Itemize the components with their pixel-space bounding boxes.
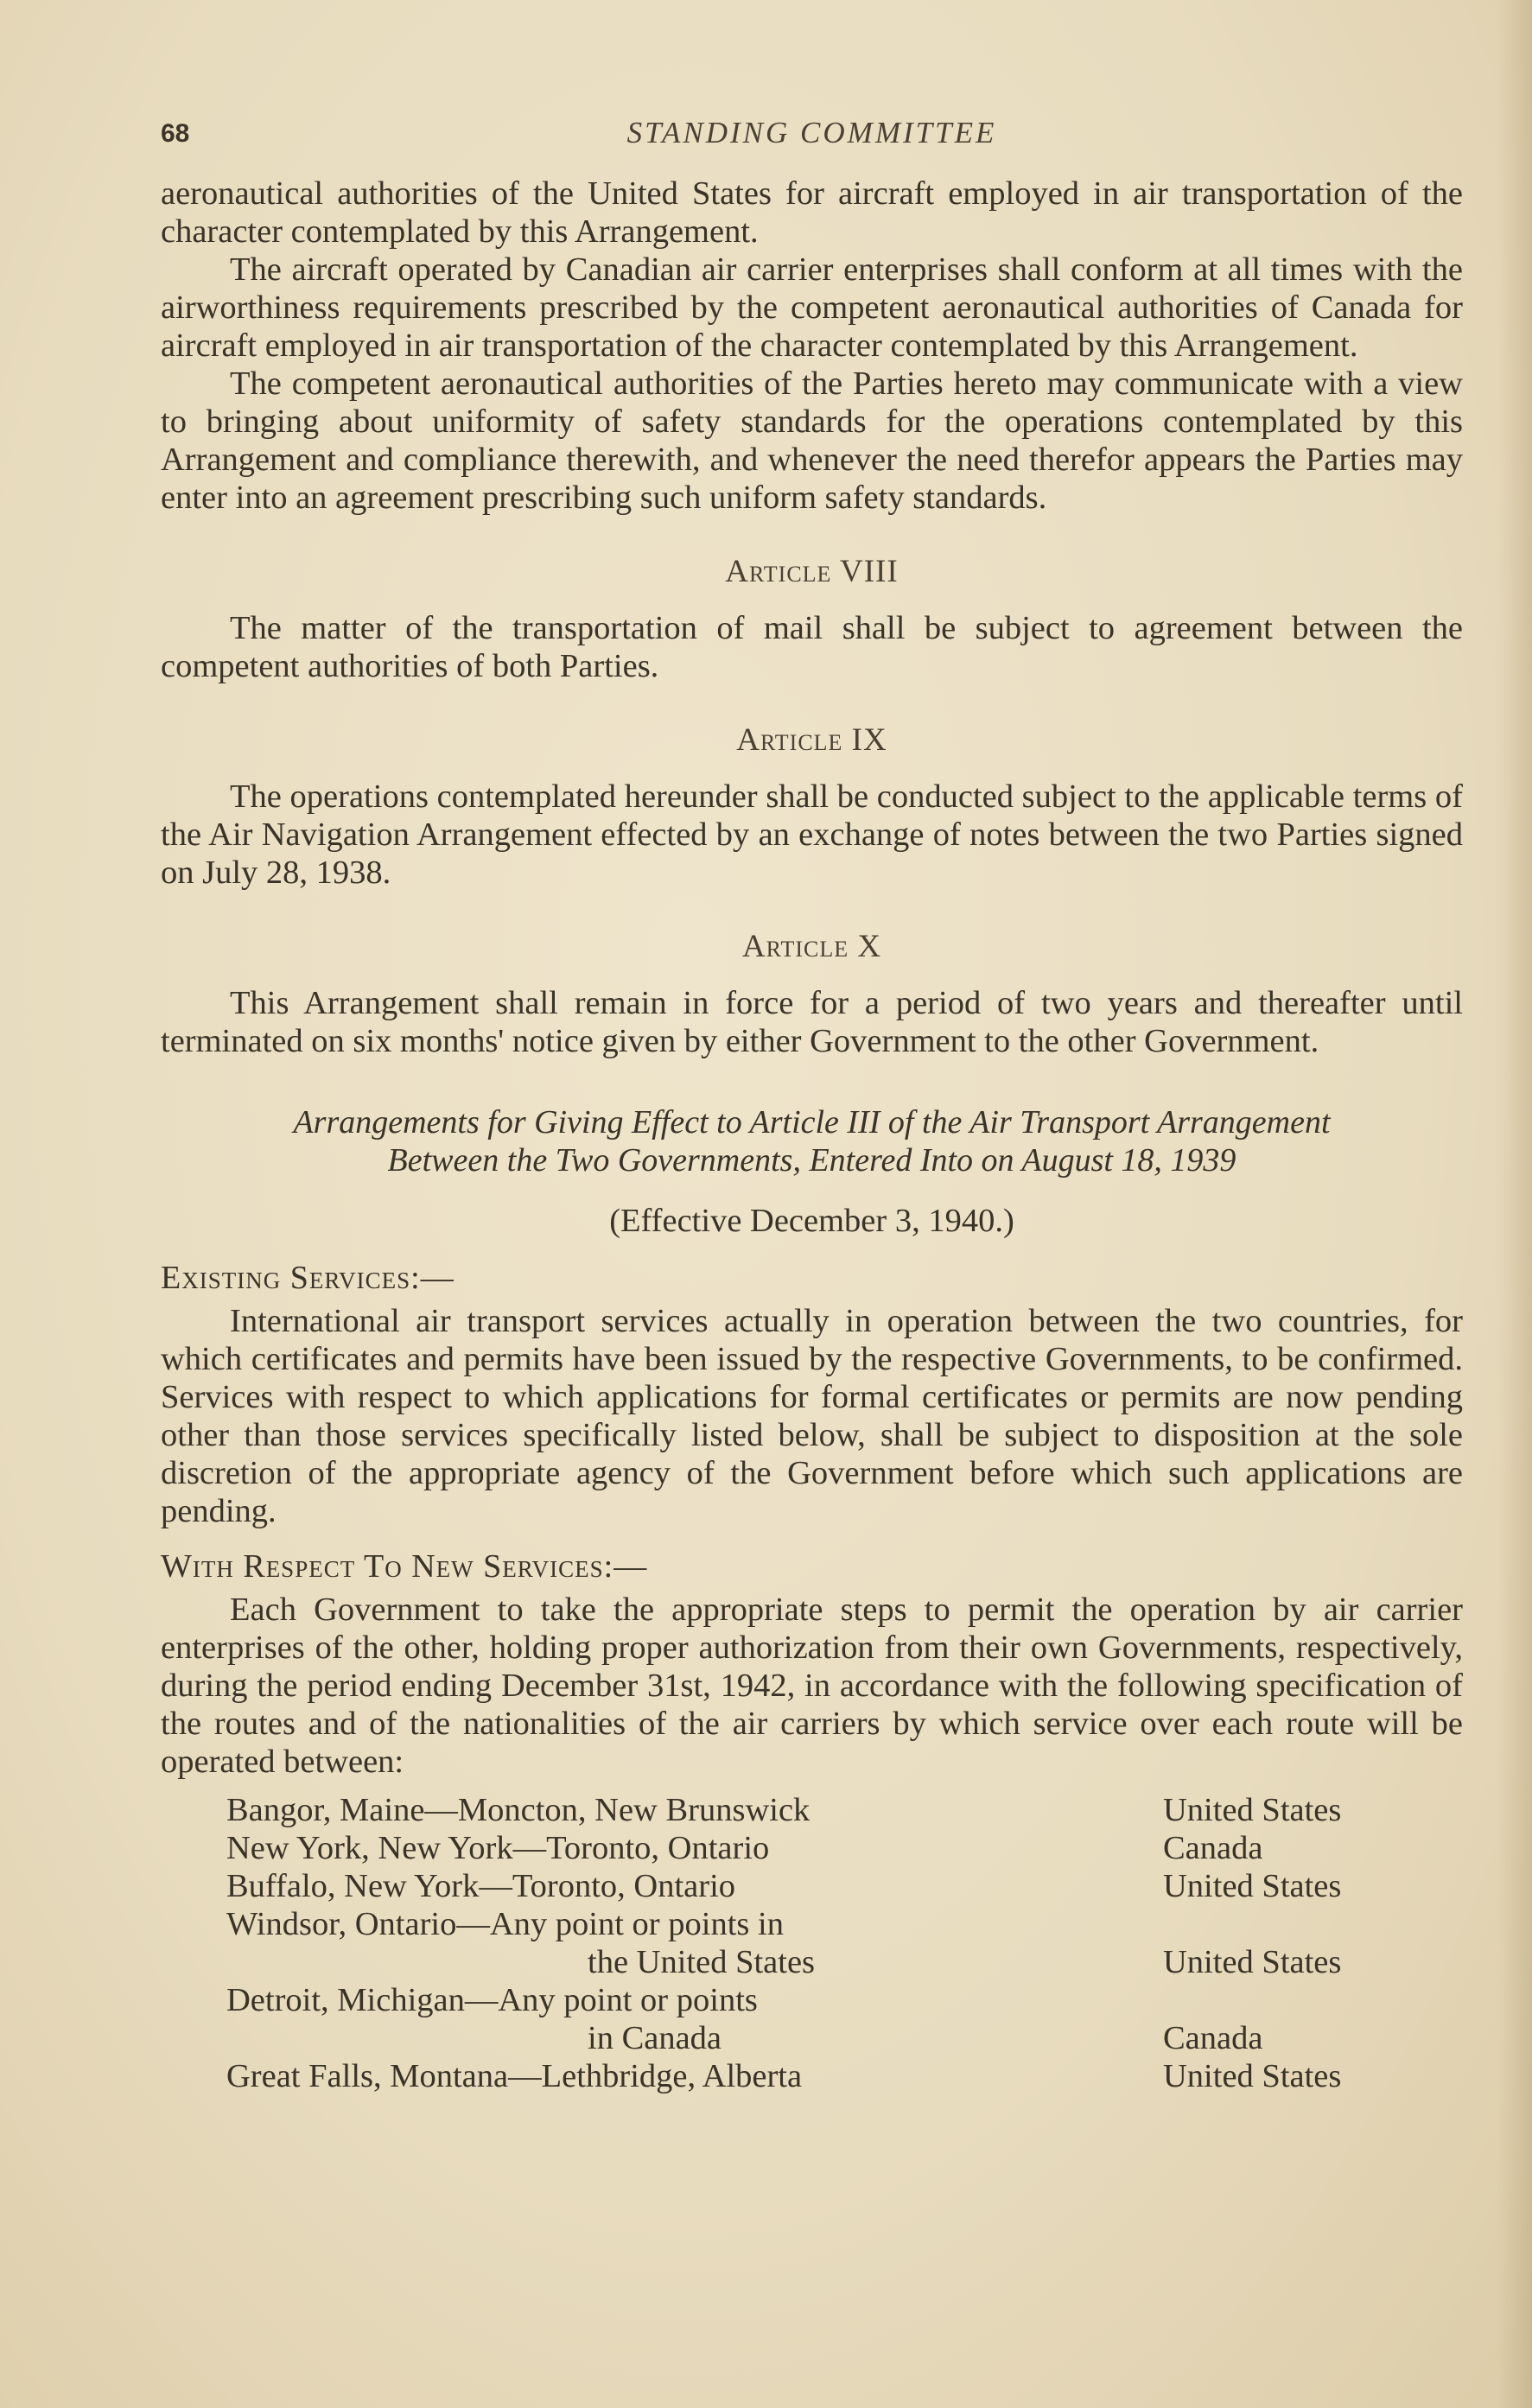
route-name: Bangor, Maine—Moncton, New Brunswick — [226, 1792, 810, 1828]
route-row — [226, 2057, 1463, 2095]
existing-services-text: International air transport services actually in operation between the two countries, for which certificates and permits have been issued by the respective Governments, to be confirmed. Services with respect to which applications for formal certificates or permits are now pending other than those services specifically listed below, shall be subject to disposition at the sole discretion of the appropriate agency of the Government before which such applications are pending. — [161, 1303, 1463, 1529]
article-8-heading: Article VIII — [725, 554, 899, 589]
route-name: Windsor, Ontario—Any point or points in — [226, 1906, 784, 1942]
route-continuation: the United States — [588, 1944, 816, 1980]
route-name: Buffalo, New York—Toronto, Ontario — [226, 1868, 736, 1904]
route-nationality: United States — [1163, 1792, 1342, 1828]
route-name: Great Falls, Montana—Lethbridge, Alberta — [226, 2058, 803, 2094]
route-name: New York, New York—Toronto, Ontario — [226, 1830, 770, 1866]
arrangements-title-line-1: Arrangements for Giving Effect to Article III of the Air Transport Arrangement — [293, 1104, 1331, 1140]
route-row-continuation — [226, 2019, 1463, 2057]
route-nationality: United States — [1163, 2058, 1342, 2094]
route-row — [226, 1791, 1463, 1829]
article-10-heading: Article X — [741, 929, 882, 964]
route-name: Detroit, Michigan—Any point or points — [226, 1982, 758, 2018]
paragraph-continued: aeronautical authorities of the United States for aircraft employed in air transportation of the character contemplated by this Arrangement. — [161, 175, 1463, 250]
page-edge-shadow — [1497, 0, 1532, 2408]
route-nationality: Canada — [1163, 1830, 1263, 1866]
new-services-heading: With Respect To New Services:— — [161, 1548, 648, 1585]
page-header — [161, 111, 1463, 162]
route-row — [226, 1981, 1463, 2019]
routes-list — [226, 1791, 1463, 2095]
new-services-text: Each Government to take the appropriate steps to permit the operation by air carrier enterprises of the other, holding proper authorization from their own Governments, respectively, during the period ending December 31st, 1942, in accordance with the following specification of the routes and of the nationalities of the air carriers by which service over each route will be operated between: — [161, 1592, 1463, 1780]
route-row-continuation — [226, 1943, 1463, 1981]
route-nationality: United States — [1163, 1868, 1342, 1904]
route-row — [226, 1905, 1463, 1943]
route-row — [226, 1867, 1463, 1905]
article-9-text: The operations contemplated hereunder shall be conducted subject to the applicable terms of the Air Navigation Arrangement effected by an exchange of notes between the two Parties signed on July 28, 1938. — [161, 778, 1463, 891]
article-9-heading: Article IX — [736, 722, 887, 758]
running-title: STANDING COMMITTEE — [626, 116, 997, 149]
article-10-text: This Arrangement shall remain in force for a period of two years and thereafter until terminated on six months' notice given by either Government to the other Government. — [161, 985, 1463, 1059]
page-number: 68 — [161, 119, 190, 148]
route-continuation: in Canada — [588, 2020, 722, 2056]
route-row — [226, 1829, 1463, 1867]
effective-date: (Effective December 3, 1940.) — [609, 1203, 1014, 1239]
existing-services-heading: Existing Services:— — [161, 1260, 455, 1296]
paragraph-safety-standards: The competent aeronautical authorities of the Parties hereto may communicate with a view to bringing about uniformity of safety standards for the operations contemplated by this Arrangement and compliance therewith, and whenever the need therefor appears the Parties may enter into an agreement prescribing such uniform safety standards. — [161, 365, 1463, 516]
route-nationality: Canada — [1163, 2020, 1263, 2056]
paragraph-airworthiness: The aircraft operated by Canadian air carrier enterprises shall conform at all times with the airworthiness requirements prescribed by the competent aeronautical authorities of Canada for aircraft employed in air transportation of the character contemplated by this Arrangement. — [161, 251, 1463, 364]
arrangements-title — [161, 1103, 1463, 1179]
article-8-text: The matter of the transportation of mail shall be subject to agreement between the competent authorities of both Parties. — [161, 610, 1463, 684]
arrangements-title-line-2: Between the Two Governments, Entered Into on August 18, 1939 — [387, 1142, 1236, 1179]
route-nationality: United States — [1163, 1944, 1342, 1980]
